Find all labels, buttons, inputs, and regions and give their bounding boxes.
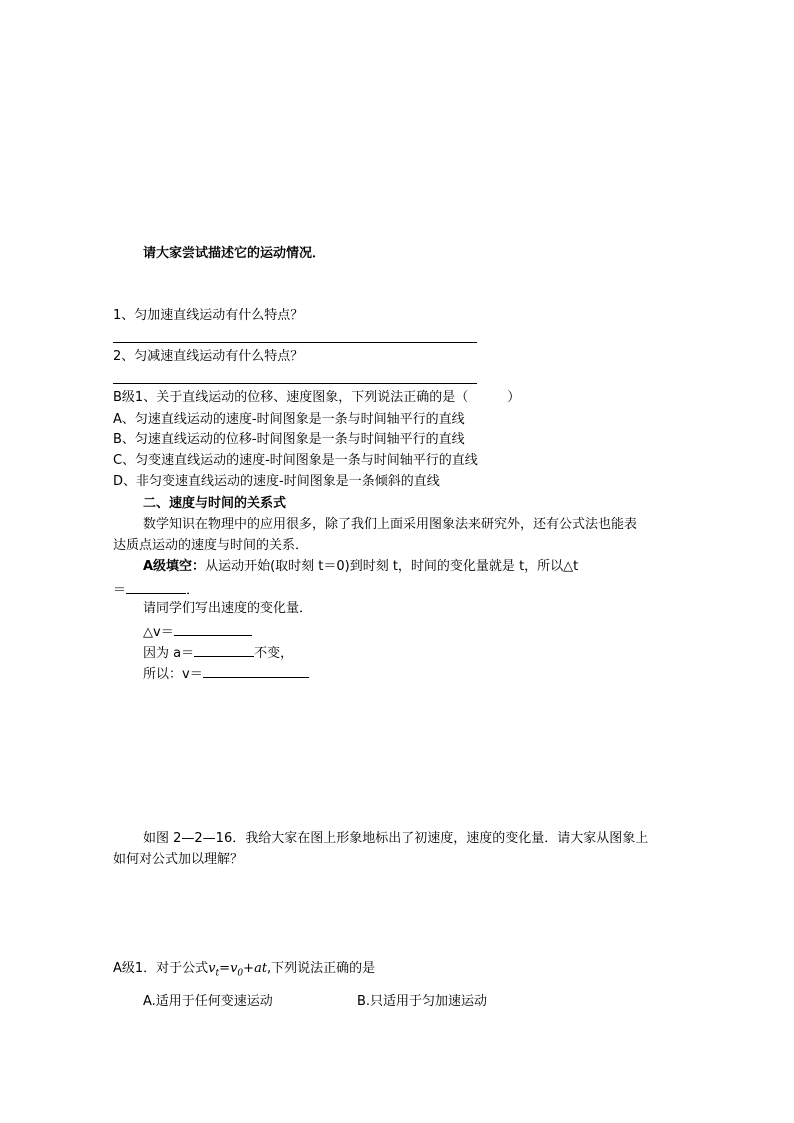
answer-line-2	[113, 383, 477, 384]
b1-option-c: C、匀变速直线运动的速度-时间图象是一条与时间轴平行的直线	[113, 453, 478, 468]
because-label: 因为 a＝	[143, 646, 195, 661]
because-suffix: 不变，	[254, 646, 294, 661]
section-2-title: 二、速度与时间的关系式	[143, 496, 287, 511]
a-blank[interactable]	[194, 642, 254, 657]
b1-option-d: D、非匀变速直线运动的速度-时间图象是一条倾斜的直线	[113, 474, 440, 489]
a1-suffix: ,下列说法正确的是	[267, 961, 376, 976]
delta-t-end: ．	[186, 583, 200, 598]
dv-blank[interactable]	[174, 621, 252, 636]
a1-prefix: A级1．对于公式	[113, 961, 209, 976]
delta-t-line	[113, 579, 199, 600]
b1-option-a: A、匀速直线运动的速度-时间图象是一条与时间轴平行的直线	[113, 412, 465, 427]
section-2-para-line2: 达质点运动的速度与时间的关系．	[113, 538, 309, 553]
delta-t-blank[interactable]	[126, 579, 186, 594]
question-1: 1、匀加速直线运动有什么特点？	[113, 308, 304, 323]
b1-question: B级1、关于直线运动的位移、速度图象，下列说法正确的是（ ）	[113, 390, 521, 405]
v-blank[interactable]	[203, 663, 309, 678]
intro-text: 请大家尝试描述它的运动情况．	[143, 246, 326, 261]
so-line	[143, 663, 309, 684]
section-2-para-line1: 数学知识在物理中的应用很多，除了我们上面采用图象法来研究外，还有公式法也能表	[143, 517, 638, 532]
because-line	[143, 642, 293, 663]
a1-question	[113, 960, 375, 983]
fill-line	[143, 558, 578, 576]
figure-para-line1: 如图 2—2—16．我给大家在图上形象地标出了初速度，速度的变化量．请大家从图象上	[143, 831, 649, 846]
answer-line-1	[113, 342, 477, 343]
ask-text: 请同学们写出速度的变化量．	[143, 601, 313, 616]
so-label: 所以：v＝	[143, 667, 203, 682]
delta-t-eq: ＝	[113, 583, 127, 598]
formula: $v_t=v_0+at$	[208, 961, 268, 979]
dv-line	[143, 621, 252, 642]
fill-text: 从运动开始(取时刻 t＝0)到时刻 t，时间的变化量就是 t，所以△t	[205, 559, 579, 574]
a1-option-a: A.适用于任何变速运动	[143, 994, 273, 1009]
b1-option-b: B、匀速直线运动的位移-时间图象是一条与时间轴平行的直线	[113, 432, 465, 447]
fill-label: A级填空：	[143, 559, 206, 574]
question-2: 2、匀减速直线运动有什么特点？	[113, 349, 304, 364]
figure-para-line2: 如何对公式加以理解？	[113, 852, 244, 867]
a1-option-b: B.只适用于匀加速运动	[357, 994, 488, 1009]
dv-label: △v＝	[143, 625, 174, 640]
